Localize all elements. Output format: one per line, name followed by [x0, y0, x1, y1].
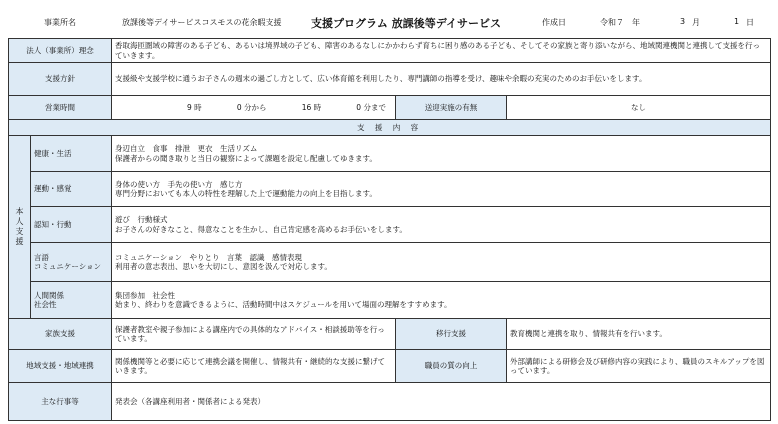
support-contents-header-row [9, 120, 771, 136]
family-row [9, 319, 771, 350]
policy-text: 支援級や支援学校に通うお子さんの週末の過ごし方として、広い体育館を利用したり、専門講師の指導を受け、趣味や余暇の充実のためのお手伝いをします。 [112, 63, 771, 96]
language-label-line1: 言語 [34, 252, 49, 262]
social-description: 始まり、終わりを意識できるように、活動時間中はスケジュールを用いて場面の理解をすすめます。 [115, 300, 452, 309]
policy-row [9, 63, 771, 96]
health-label: 健康・生活 [31, 136, 112, 172]
staff-quality-text: 外部講師による研修会及び研修内容の実践により、職員のスキルアップを図っています。 [507, 350, 771, 383]
motor-text [112, 172, 771, 207]
family-text: 保護者教室や親子参加による講座内での具体的なアドバイス・相談援助等を行っています。 [112, 319, 396, 350]
personal-support-row-motor [9, 172, 771, 207]
transition-label: 移行支援 [396, 319, 507, 350]
support-program-table [8, 38, 771, 421]
social-keywords: 集団参加 社会性 [115, 290, 175, 300]
social-label-line1: 人間関係 [34, 290, 64, 300]
date-era-year: 令和７ [600, 18, 624, 27]
personal-support-row-health [9, 136, 771, 172]
cognition-keywords: 遊び 行動様式 [115, 215, 168, 225]
community-text: 関係機関等と必要に応じて連携会議を開催し、情報共有・継続的な支援に繋げていきます。 [112, 350, 396, 383]
language-keywords: コミュニケーション やりとり 言葉 認識 感情表現 [115, 252, 303, 262]
hours-end-min: 0 分まで [356, 102, 386, 112]
language-text [112, 243, 771, 282]
personal-support-label [9, 136, 31, 319]
hours-start-min: 0 分から [236, 102, 267, 112]
language-label-line2: コミュニケーション [34, 262, 102, 271]
transport-label: 送迎実施の有無 [396, 96, 507, 120]
community-label: 地域支援・地域連携 [9, 350, 112, 383]
cognition-text [112, 207, 771, 243]
cognition-label: 認知・行動 [31, 207, 112, 243]
date-month-unit: 月 [692, 18, 700, 27]
hours-label: 営業時間 [9, 96, 112, 120]
office-name: 放課後等デイサービスコスモスの花余暇支援 [122, 18, 282, 27]
social-label-line2: 社会性 [34, 300, 57, 309]
office-label: 事業所名 [44, 18, 76, 27]
date-day: 1 [734, 17, 740, 26]
hours-end: 16 時 [301, 102, 322, 112]
hours-row [9, 96, 771, 120]
motor-keywords: 身体の使い方 手先の使い方 感じ方 [115, 179, 243, 189]
motor-description: 専門分野においても本人の特性を理解した上で運動能力の向上を目指します。 [115, 189, 377, 198]
philosophy-row [9, 39, 771, 63]
social-text [112, 282, 771, 319]
hours-value [112, 96, 396, 120]
language-label [31, 243, 112, 282]
family-label: 家族支援 [9, 319, 112, 350]
events-row [9, 383, 771, 421]
social-label [31, 282, 112, 319]
cognition-description: お子さんの好きなこと、得意なことを生かし、自己肯定感を高めるお手伝いをします。 [115, 224, 407, 234]
personal-support-vertical-text: 本 人 支 援 [15, 207, 24, 246]
personal-support-row-language [9, 243, 771, 282]
personal-support-row-social [9, 282, 771, 319]
events-text: 発表会（各講座利用者・関係者による発表） [112, 383, 771, 421]
health-text [112, 136, 771, 172]
policy-label: 支援方針 [9, 63, 112, 96]
philosophy-label: 法人（事業所）理念 [9, 39, 112, 63]
staff-quality-label: 職員の質の向上 [396, 350, 507, 383]
date-year-unit: 年 [632, 18, 640, 27]
health-description: 保護者からの聞き取りと当日の観察によって課題を設定し配慮してゆきます。 [115, 153, 377, 163]
motor-label: 運動・感覚 [31, 172, 112, 207]
health-keywords: 身辺自立 食事 排泄 更衣 生活リズム [115, 144, 258, 154]
community-row [9, 350, 771, 383]
transition-text: 教育機関と連携を取り、情報共有を行います。 [507, 319, 771, 350]
program-title: 支援プログラム 放課後等デイサービス [311, 17, 501, 30]
support-contents-header: 支 援 内 容 [9, 120, 771, 136]
date-day-unit: 日 [746, 18, 754, 27]
transport-value: なし [507, 96, 771, 120]
hours-start: 9 時 [187, 102, 202, 112]
philosophy-text: 香取海匝圏域の障害のある子ども、あるいは境界域の子ども、障害のあるなしにかかわらず育ちに困り感のある子ども、そしてその家族と寄り添いながら、地域関連機関と連携して支援を行っていきます。 [112, 39, 771, 63]
date-month: 3 [680, 17, 686, 26]
document-header [0, 0, 778, 38]
date-label: 作成日 [542, 18, 566, 27]
personal-support-row-cognition [9, 207, 771, 243]
language-description: 利用者の意志表出、思いを大切にし、意図を汲んで対応します。 [115, 262, 332, 271]
events-label: 主な行事等 [9, 383, 112, 421]
